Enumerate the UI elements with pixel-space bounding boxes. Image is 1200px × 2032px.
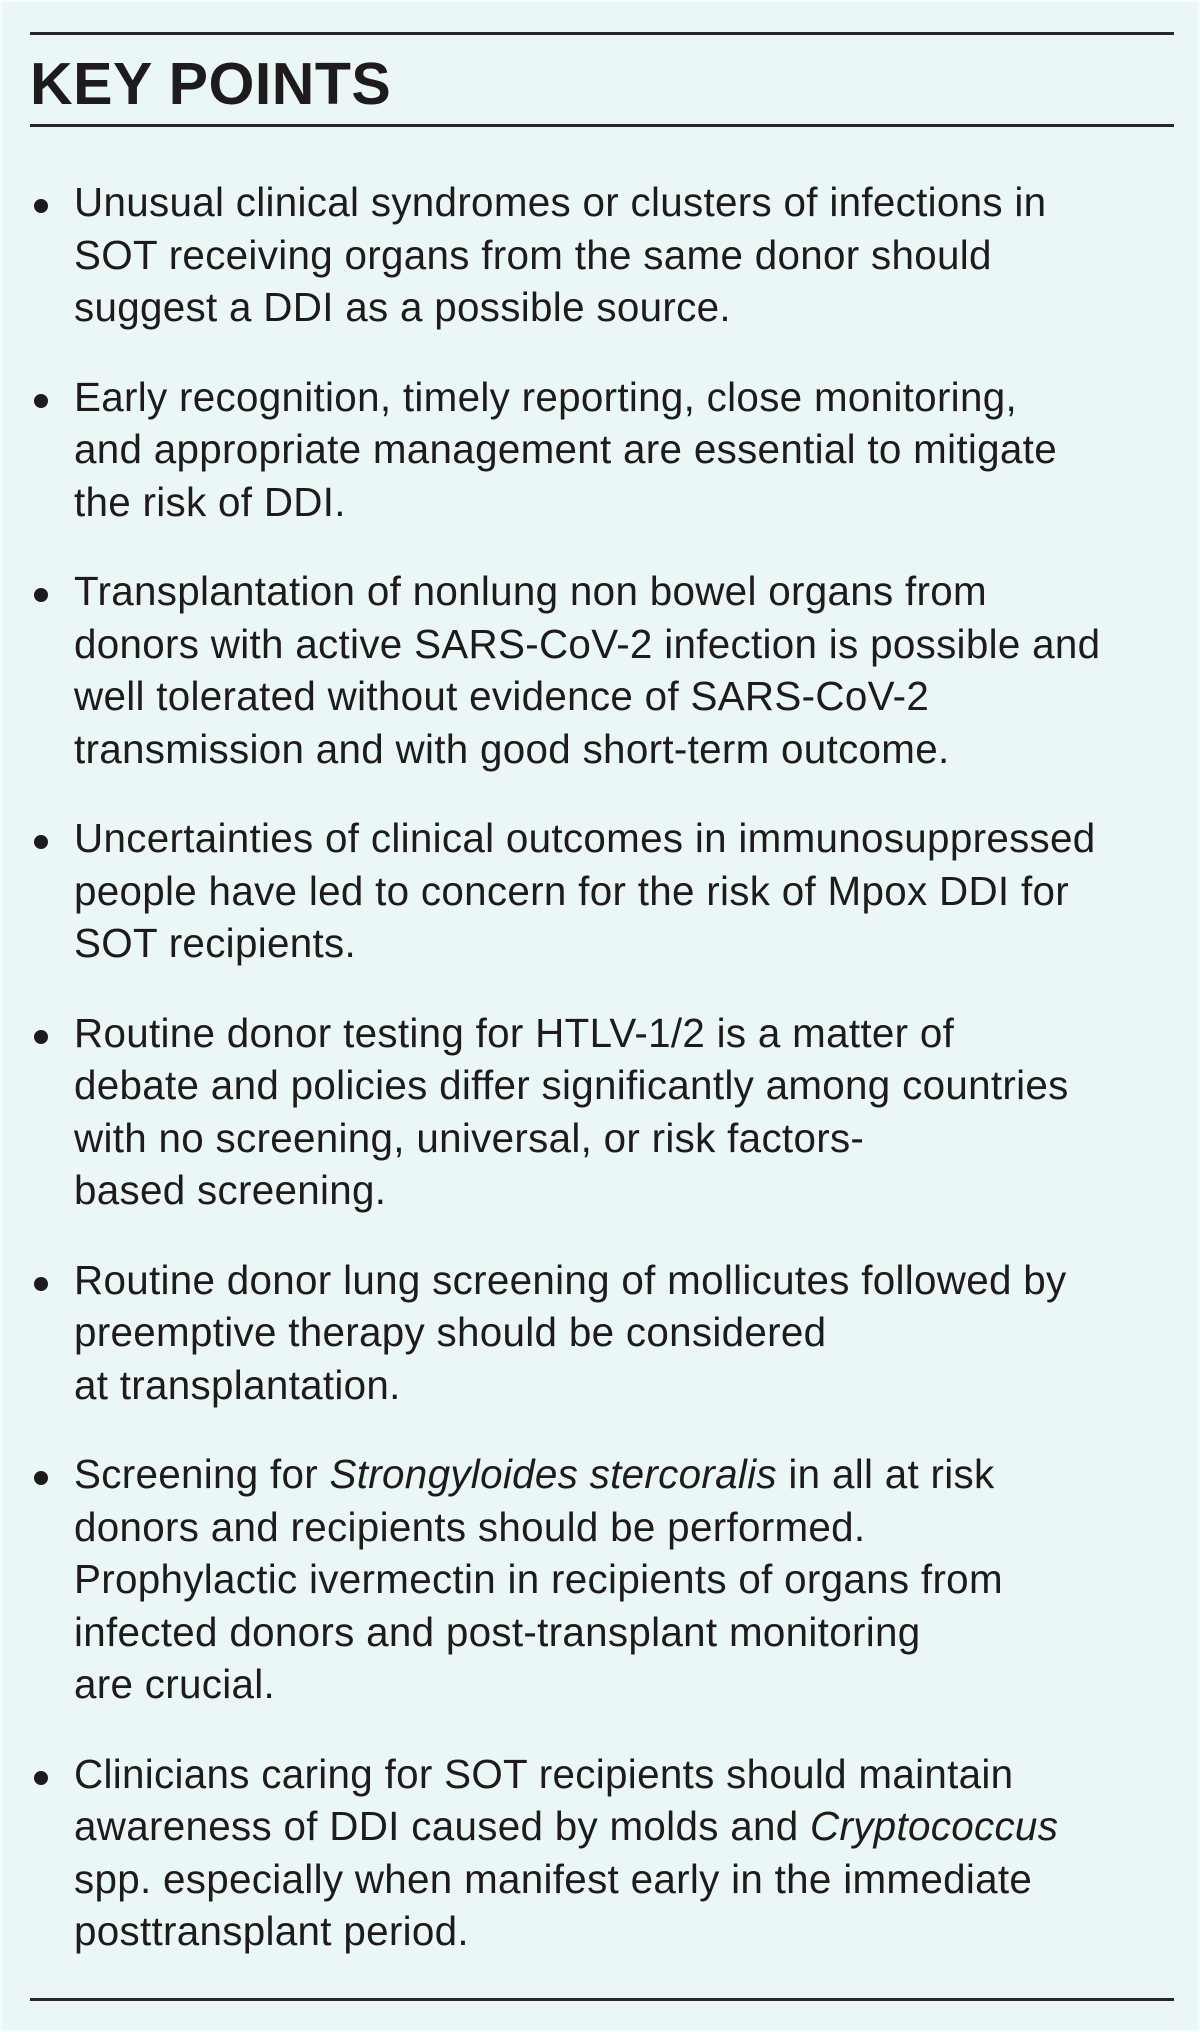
key-point-line bbox=[74, 1748, 1185, 1801]
text-segment: well tolerated without evidence of SARS-CoV-2 bbox=[74, 673, 930, 719]
key-point-item bbox=[2, 371, 1200, 529]
key-point-line bbox=[74, 229, 1185, 282]
text-segment: the risk of DDI. bbox=[74, 478, 346, 525]
key-point-line bbox=[74, 423, 1185, 476]
text-segment: people have led to concern for the risk of Mpox DDI for bbox=[74, 867, 1069, 914]
italic-species-name: Cryptococcus bbox=[809, 1803, 1059, 1849]
key-point-line bbox=[74, 281, 1185, 334]
key-point-line bbox=[74, 1359, 1185, 1412]
text-segment: donors with active SARS-CoV-2 infection is possible and bbox=[74, 620, 1101, 667]
key-point-line bbox=[74, 1800, 1185, 1853]
key-point-item bbox=[2, 1254, 1200, 1412]
text-segment: transmission and with good short-term outcome. bbox=[74, 725, 950, 772]
key-point-line bbox=[74, 1059, 1185, 1112]
key-point-line bbox=[74, 1501, 1185, 1554]
bullet-icon bbox=[34, 1277, 48, 1291]
text-segment: infected donors and post-transplant monitoring bbox=[74, 1608, 921, 1655]
key-point-line bbox=[74, 1164, 1185, 1217]
text-segment: Prophylactic ivermectin in recipients of organs from bbox=[74, 1556, 1003, 1602]
bullet-icon bbox=[34, 199, 48, 213]
key-point-line bbox=[74, 565, 1185, 618]
key-point-line bbox=[74, 865, 1185, 918]
text-segment: Screening for bbox=[74, 1451, 330, 1497]
key-point-item bbox=[2, 176, 1200, 334]
bullet-icon bbox=[34, 394, 48, 408]
key-point-item bbox=[2, 812, 1200, 970]
text-segment: in all at risk bbox=[776, 1451, 995, 1497]
text-segment: and appropriate management are essential to mitigate bbox=[74, 426, 1057, 472]
text-segment: SOT recipients. bbox=[74, 920, 357, 966]
text-segment: Early recognition, timely reporting, close monitoring, bbox=[74, 373, 1017, 420]
text-segment: awareness of DDI caused by molds and bbox=[74, 1803, 810, 1849]
text-segment: posttransplant period. bbox=[74, 1908, 469, 1954]
key-point-line bbox=[74, 1553, 1185, 1606]
text-segment: Unusual clinical syndromes or clusters of infections in bbox=[74, 179, 1047, 225]
key-point-item bbox=[2, 565, 1200, 775]
key-point-line bbox=[74, 1448, 1185, 1501]
key-point-line bbox=[74, 1905, 1185, 1958]
bullet-icon bbox=[34, 1771, 48, 1785]
text-segment: preemptive therapy should be considered bbox=[74, 1309, 827, 1355]
key-point-line bbox=[74, 1853, 1185, 1906]
key-point-line bbox=[74, 1606, 1185, 1659]
key-point-line bbox=[74, 812, 1185, 865]
text-segment: at transplantation. bbox=[74, 1361, 401, 1408]
key-points-list bbox=[2, 176, 1200, 1995]
key-point-item bbox=[2, 1748, 1200, 1958]
key-point-line bbox=[74, 176, 1185, 229]
key-point-line bbox=[74, 1658, 1185, 1711]
text-segment: are crucial. bbox=[74, 1661, 276, 1707]
text-segment: donors and recipients should be performed. bbox=[74, 1503, 866, 1550]
key-point-line bbox=[74, 723, 1185, 776]
text-segment: Routine donor lung screening of mollicutes followed by bbox=[74, 1256, 1067, 1303]
text-segment: debate and policies differ significantly among countries bbox=[74, 1062, 1069, 1108]
key-point-line bbox=[74, 476, 1185, 529]
bullet-icon bbox=[34, 1030, 48, 1044]
text-segment: based screening. bbox=[74, 1167, 387, 1213]
text-segment: Routine donor testing for HTLV-1/2 is a matter of bbox=[74, 1009, 955, 1056]
bullet-icon bbox=[34, 835, 48, 849]
key-point-item bbox=[2, 1007, 1200, 1217]
top-rule bbox=[30, 32, 1174, 35]
text-segment: suggest a DDI as a possible source. bbox=[74, 284, 731, 330]
text-segment: Transplantation of nonlung non bowel organs from bbox=[74, 568, 987, 614]
text-segment: with no screening, universal, or risk factors- bbox=[74, 1114, 865, 1161]
italic-species-name: Strongyloides stercoralis bbox=[329, 1451, 777, 1497]
bullet-icon bbox=[34, 1471, 48, 1485]
key-point-line bbox=[74, 1254, 1185, 1307]
text-segment: SOT receiving organs from the same donor should bbox=[74, 231, 992, 278]
bullet-icon bbox=[34, 588, 48, 602]
key-point-line bbox=[74, 1007, 1185, 1060]
bottom-rule bbox=[30, 1998, 1174, 2001]
key-point-line bbox=[74, 1112, 1185, 1165]
key-point-line bbox=[74, 1306, 1185, 1359]
text-segment: Uncertainties of clinical outcomes in immunosuppressed bbox=[74, 815, 1096, 861]
key-point-line bbox=[74, 670, 1185, 723]
section-title: KEY POINTS bbox=[30, 51, 392, 117]
key-point-line bbox=[74, 917, 1185, 970]
text-segment: Clinicians caring for SOT recipients should maintain bbox=[74, 1750, 1014, 1797]
key-point-line bbox=[74, 618, 1185, 671]
key-point-item bbox=[2, 1448, 1200, 1711]
text-segment: spp. especially when manifest early in the immediate bbox=[74, 1855, 1033, 1902]
key-point-line bbox=[74, 371, 1185, 424]
title-rule bbox=[30, 124, 1174, 127]
